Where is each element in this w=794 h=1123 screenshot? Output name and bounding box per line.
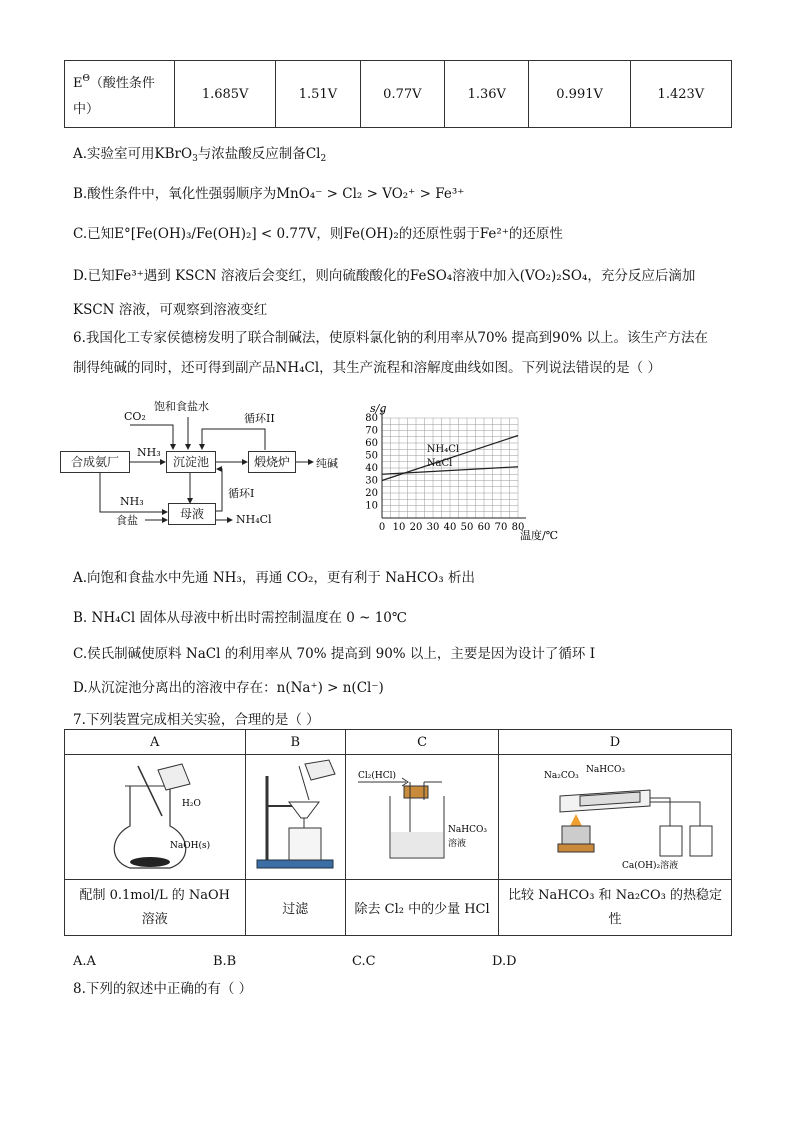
potential-value: 1.685V (175, 61, 276, 128)
x-tick-label: 80 (511, 522, 525, 533)
col-header-b: B (245, 730, 346, 755)
mother-liquor-box: 母液 (168, 503, 216, 525)
solution-label: 溶液 (448, 839, 467, 849)
apparatus-b-cell (245, 755, 346, 880)
apparatus-table (64, 729, 732, 936)
q6-option-c: C.侯氏制碱使原料 NaCl 的利用率从 70% 提高到 90% 以上，主要是因为设计了循环 I (73, 646, 596, 662)
apparatus-c-cell (346, 755, 499, 880)
thermal-stability-figure (500, 756, 730, 874)
brine-label: 饱和食盐水 (154, 400, 209, 413)
q5-option-c: C.已知E°[Fe(OH)₃/Fe(OH)₂] < 0.77V，则Fe(OH)₂的还原性弱于Fe²⁺的还原性 (73, 226, 563, 242)
co2-label: CO₂ (124, 410, 146, 423)
q6-option-b: B. NH₄Cl 固体从母液中析出时需控制温度在 0 ~ 10℃ (73, 610, 407, 626)
y-tick-label: 50 (365, 450, 378, 462)
furnace-box: 煅烧炉 (248, 451, 296, 473)
q6-stem-line2: 制得纯碱的同时，还可得到副产品NH₄Cl，其生产流程和溶解度曲线如图。下列说法错误的是（ ） (73, 360, 661, 376)
nahco3-d-label: NaHCO₃ (586, 765, 625, 775)
cycle1-label: 循环I (228, 487, 255, 500)
y-tick-label: 20 (365, 488, 378, 499)
q7-choice-d: D.D (492, 954, 517, 969)
y-tick-label: 10 (365, 500, 378, 512)
x-tick-label: 40 (443, 522, 457, 533)
chart-ylabel: s/g (370, 402, 387, 415)
h2o-label: H₂O (181, 799, 201, 809)
soda-label: 纯碱 (316, 457, 338, 470)
potential-header-cell (65, 61, 175, 128)
x-tick-label: 20 (409, 522, 423, 533)
series-label: NaCl (426, 458, 453, 470)
chart-xlabel: 温度/℃ (520, 529, 559, 542)
q5-option-d-cont: KSCN 溶液，可观察到溶液变红 (73, 302, 268, 318)
caoh2-label: Ca(OH)₂溶液 (622, 861, 679, 871)
series-label: NH₄Cl (426, 443, 460, 455)
filtration-figure (249, 756, 341, 874)
x-tick-label: 50 (460, 522, 474, 533)
salt-label: 食盐 (116, 514, 138, 527)
caption-d: 比较 NaHCO₃ 和 Na₂CO₃ 的热稳定性 (499, 880, 732, 936)
potential-condition: （酸性条件 (89, 75, 155, 91)
q6-option-d: D.从沉淀池分离出的溶液中存在：n(Na⁺) > n(Cl⁻) (73, 680, 384, 696)
y-tick-label: 70 (365, 425, 378, 437)
caption-a: 配制 0.1mol/L 的 NaOH 溶液 (65, 880, 246, 936)
precipitation-tank-box: 沉淀池 (166, 451, 216, 473)
volumetric-flask-figure (70, 756, 240, 874)
caption-c: 除去 Cl₂ 中的少量 HCl (346, 880, 499, 936)
potential-symbol: E (73, 75, 83, 91)
x-tick-label: 70 (494, 522, 508, 533)
q5-option-d: D.已知Fe³⁺遇到 KSCN 溶液后会变红，则向硫酸酸化的FeSO₄溶液中加入(VO₂)₂SO₄，充分反应后滴加 (73, 268, 696, 284)
na2co3-label: Na₂CO₃ (544, 771, 579, 781)
gas-washing-figure (348, 756, 496, 874)
q7-choice-b: B.B (213, 954, 237, 969)
x-tick-label: 10 (392, 522, 406, 533)
x-tick-label: 0 (378, 522, 386, 533)
potential-condition-end: 中） (73, 101, 100, 117)
cl2-hcl-label: Cl₂(HCl) (358, 771, 397, 781)
x-tick-label: 30 (426, 522, 440, 533)
q7-choice-a: A.A (73, 954, 96, 969)
col-header-a: A (65, 730, 246, 755)
potential-value: 1.423V (630, 61, 731, 128)
q8-stem: 8.下列的叙述中正确的有（ ） (73, 981, 253, 997)
nh3-label-b: NH₃ (120, 495, 144, 508)
nh4cl-label: NH₄Cl (236, 513, 272, 526)
potential-symbol-sup: Θ (82, 73, 90, 84)
potential-table (64, 60, 732, 128)
q6-option-a: A.向饱和食盐水中先通 NH₃，再通 CO₂，更有利于 NaHCO₃ 析出 (73, 570, 475, 586)
q7-stem: 7.下列装置完成相关实验，合理的是（ ） (73, 712, 320, 728)
q5-option-a: A.实验室可用KBrO$_3$与浓盐酸反应制备$Cl_2$ (73, 146, 327, 164)
y-tick-label: 30 (365, 475, 378, 487)
potential-value: 1.36V (445, 61, 529, 128)
nahco3-label: NaHCO₃ (448, 825, 488, 835)
solubility-chart (350, 398, 580, 546)
y-tick-label: 60 (365, 438, 378, 449)
q7-choice-c: C.C (352, 954, 376, 969)
nh3-label-a: NH₃ (137, 446, 161, 459)
q5-option-b: B.酸性条件中，氧化性强弱顺序为MnO₄⁻ > Cl₂ > VO₂⁺ > Fe³⁺ (73, 186, 465, 202)
col-header-c: C (346, 730, 499, 755)
naoh-label: NaOH(s) (169, 841, 210, 851)
potential-value: 1.51V (276, 61, 360, 128)
col-header-d: D (499, 730, 732, 755)
apparatus-d-cell (499, 755, 732, 880)
ammonia-plant-box: 合成氨厂 (60, 451, 130, 473)
x-tick-label: 60 (477, 522, 491, 533)
potential-value: 0.991V (529, 61, 630, 128)
y-tick-label: 80 (365, 413, 378, 424)
q6-stem-line1: 6.我国化工专家侯德榜发明了联合制碱法，使原料氯化钠的利用率从70% 提高到90% 以上。该生产方法在 (73, 330, 708, 346)
apparatus-a-cell (65, 755, 246, 880)
y-tick-label: 40 (365, 463, 378, 474)
potential-value: 0.77V (360, 61, 444, 128)
cycle2-label: 循环II (244, 412, 275, 425)
caption-b: 过滤 (245, 880, 346, 936)
